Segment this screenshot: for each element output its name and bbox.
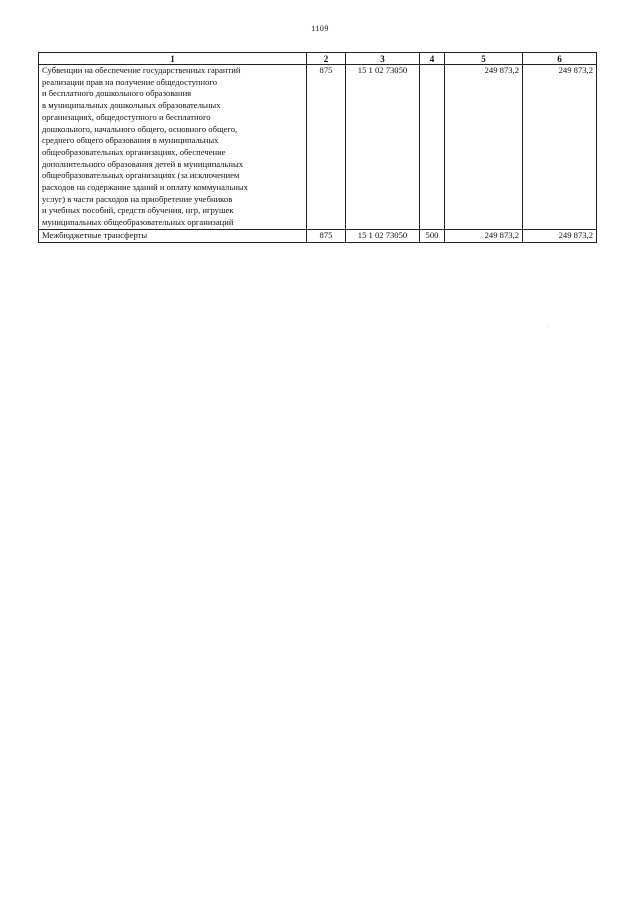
- amount-cell-5: 249 873,2: [445, 65, 523, 230]
- header-col-6: 6: [523, 53, 597, 65]
- page-number: 1109: [311, 24, 329, 33]
- row-name-line: реализации прав на получение общедоступного: [42, 76, 218, 87]
- table-row: [39, 229, 597, 242]
- row-name-line: и бесплатного дошкольного образования: [42, 88, 192, 99]
- row-name-cell: [39, 65, 307, 230]
- header-col-1: 1: [39, 53, 307, 65]
- expense-type-cell: [420, 65, 445, 230]
- header-col-5: 5: [445, 53, 523, 65]
- row-name-line: организациях, общедоступного и бесплатного: [42, 111, 211, 122]
- header-col-3: 3: [346, 53, 420, 65]
- row-name-line: среднего общего образования в муниципальных: [42, 135, 219, 146]
- row-name-line: и учебных пособий, средств обучения, игр, игрушек: [42, 205, 234, 216]
- amount-cell-6: 249 873,2: [523, 65, 597, 230]
- target-article-cell: 15 1 02 73050: [346, 229, 420, 242]
- budget-table: [38, 52, 597, 243]
- row-name-line: расходов на содержание зданий и оплату коммунальных: [42, 182, 248, 193]
- row-name-line: общеобразовательных организациях, обеспечение: [42, 146, 226, 157]
- header-col-4: 4: [420, 53, 445, 65]
- admin-code-cell: 875: [307, 65, 346, 230]
- amount-cell-6: 249 873,2: [523, 229, 597, 242]
- row-name-line: общеобразовательных организациях (за исключением: [42, 170, 240, 181]
- table-row: [39, 65, 597, 230]
- row-name-line: в муниципальных дошкольных образовательных: [42, 100, 221, 111]
- row-name-line: дополнительного образования детей в муниципальных: [42, 158, 244, 169]
- row-name-cell: [39, 229, 307, 242]
- target-article-cell: 15 1 02 73050: [346, 65, 420, 230]
- row-name-line: дошкольного, начального общего, основного общего,: [42, 123, 238, 134]
- amount-cell-5: 249 873,2: [445, 229, 523, 242]
- row-name-line: Субвенции на обеспечение государственных гарантий: [42, 65, 241, 75]
- expense-type-cell: 500: [420, 229, 445, 242]
- admin-code-cell: 875: [307, 229, 346, 242]
- row-name-line: Межбюджетные трансферты: [42, 229, 148, 240]
- row-name-line: муниципальных общеобразовательных организаций: [42, 217, 234, 228]
- row-name-line: услуг) в части расходов на приобретение учебников: [42, 193, 233, 204]
- header-row: [39, 53, 597, 65]
- header-col-2: 2: [307, 53, 346, 65]
- scan-speck: [548, 326, 549, 327]
